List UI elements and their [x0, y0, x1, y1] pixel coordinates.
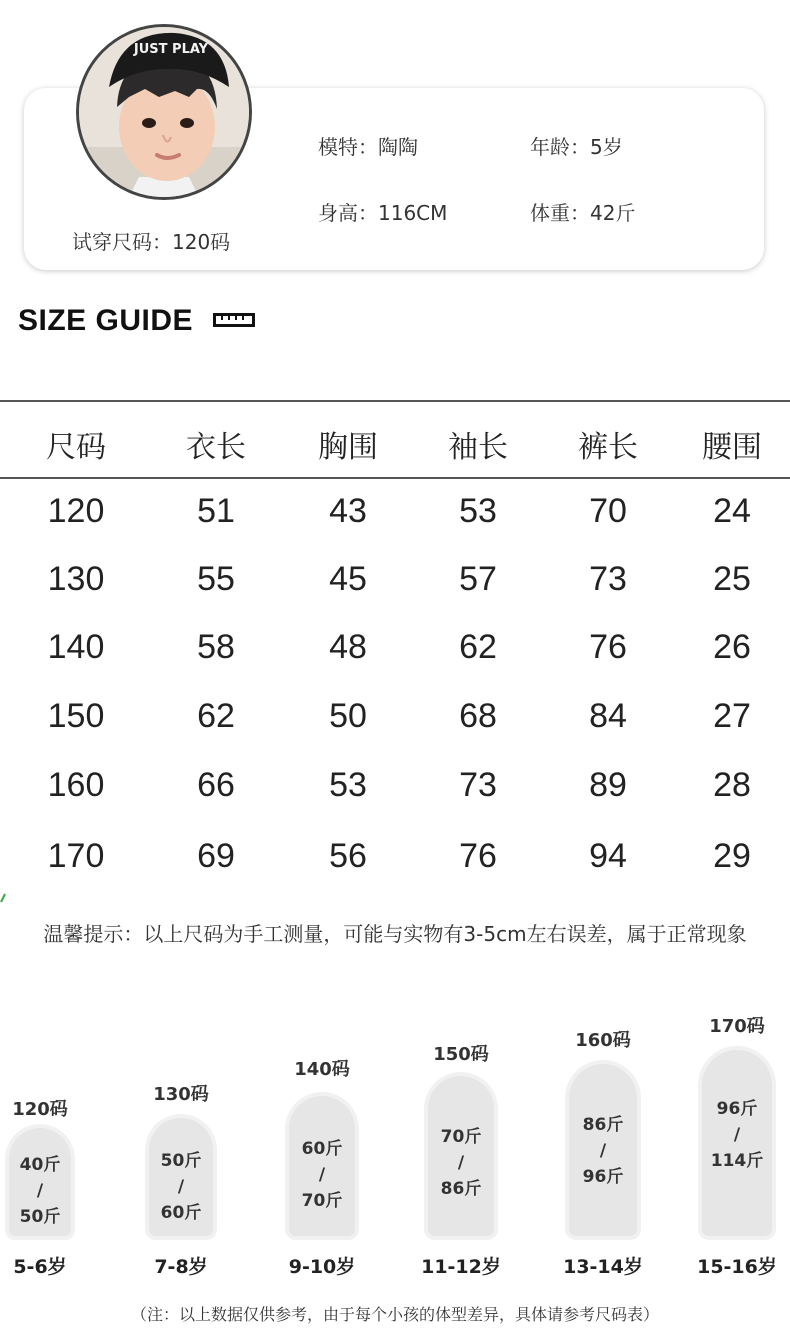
- accent-mark: [0, 888, 6, 898]
- table-cell: 43: [329, 492, 367, 530]
- table-cell: 73: [589, 560, 627, 598]
- table-cell: 62: [459, 628, 497, 666]
- table-header-cell: 袖长: [448, 430, 508, 465]
- size-column-weight: 70斤 / 86斤: [440, 1127, 482, 1199]
- ruler-icon: [213, 312, 255, 328]
- table-cell: 120: [47, 492, 105, 530]
- size-column-label: 130码: [153, 1084, 209, 1105]
- measurement-tip: 温馨提示：以上尺码为手工测量，可能与实物有3-5cm左右误差，属于正常现象: [43, 922, 747, 946]
- footnote: （注：以上数据仅供参考，由于每个小孩的体型差异，具体请参考尺码表）: [130, 1305, 659, 1324]
- size-column-label: 140码: [294, 1059, 350, 1080]
- table-cell: 62: [197, 697, 235, 735]
- table-cell: 68: [459, 697, 497, 735]
- table-cell: 84: [589, 697, 627, 735]
- model-weight: 体重：42斤: [530, 201, 636, 225]
- size-column-age: 9-10岁: [288, 1256, 356, 1278]
- table-cell: 27: [713, 697, 751, 735]
- size-column-weight: 40斤 / 50斤: [19, 1155, 61, 1227]
- size-column-weight: 96斤 / 114斤: [710, 1099, 764, 1171]
- table-top-rule: [0, 400, 790, 402]
- size-column-label: 120码: [12, 1099, 68, 1120]
- table-cell: 70: [589, 492, 627, 530]
- table-header-cell: 衣长: [186, 430, 246, 465]
- size-column-weight: 60斤 / 70斤: [301, 1139, 343, 1211]
- table-cell: 76: [459, 837, 497, 875]
- size-column-weight: 86斤 / 96斤: [582, 1115, 624, 1187]
- table-header-cell: 裤长: [578, 430, 638, 465]
- table-header-rule: [0, 477, 790, 479]
- table-cell: 170: [47, 837, 105, 875]
- size-column-label: 170码: [709, 1016, 765, 1037]
- table-cell: 58: [197, 628, 235, 666]
- table-cell: 69: [197, 837, 235, 875]
- size-column-label: 160码: [575, 1030, 631, 1051]
- model-name: 模特：陶陶: [318, 135, 418, 159]
- table-cell: 89: [589, 766, 627, 804]
- table-cell: 51: [197, 492, 235, 530]
- table-header-cell: 腰围: [702, 430, 762, 465]
- table-cell: 53: [329, 766, 367, 804]
- table-cell: 73: [459, 766, 497, 804]
- table-cell: 150: [47, 697, 105, 735]
- table-cell: 45: [329, 560, 367, 598]
- model-height: 身高：116CM: [318, 201, 448, 225]
- size-column-age: 7-8岁: [154, 1256, 208, 1278]
- table-cell: 28: [713, 766, 751, 804]
- size-column-age: 15-16岁: [697, 1256, 777, 1278]
- table-cell: 29: [713, 837, 751, 875]
- cap-lettering: JUST PLAY: [133, 42, 209, 57]
- table-cell: 48: [329, 628, 367, 666]
- table-header-cell: 尺码: [46, 430, 106, 465]
- table-cell: 140: [47, 628, 105, 666]
- table-cell: 57: [459, 560, 497, 598]
- size-column-weight: 50斤 / 60斤: [160, 1151, 202, 1223]
- table-cell: 94: [589, 837, 627, 875]
- table-cell: 56: [329, 837, 367, 875]
- table-cell: 26: [713, 628, 751, 666]
- tryon-size-label: 试穿尺码：120码: [72, 230, 231, 254]
- size-column-age: 11-12岁: [421, 1256, 501, 1278]
- size-guide-title: SIZE GUIDE: [18, 304, 194, 337]
- table-cell: 25: [713, 560, 751, 598]
- model-age: 年龄：5岁: [530, 135, 623, 159]
- table-cell: 50: [329, 697, 367, 735]
- size-column-age: 5-6岁: [13, 1256, 67, 1278]
- table-cell: 76: [589, 628, 627, 666]
- table-cell: 53: [459, 492, 497, 530]
- table-header-cell: 胸围: [318, 430, 378, 465]
- size-column-age: 13-14岁: [563, 1256, 643, 1278]
- table-cell: 24: [713, 492, 751, 530]
- table-cell: 66: [197, 766, 235, 804]
- size-column-label: 150码: [433, 1044, 489, 1065]
- table-cell: 130: [47, 560, 105, 598]
- table-cell: 55: [197, 560, 235, 598]
- model-avatar: [76, 24, 252, 200]
- table-cell: 160: [47, 766, 105, 804]
